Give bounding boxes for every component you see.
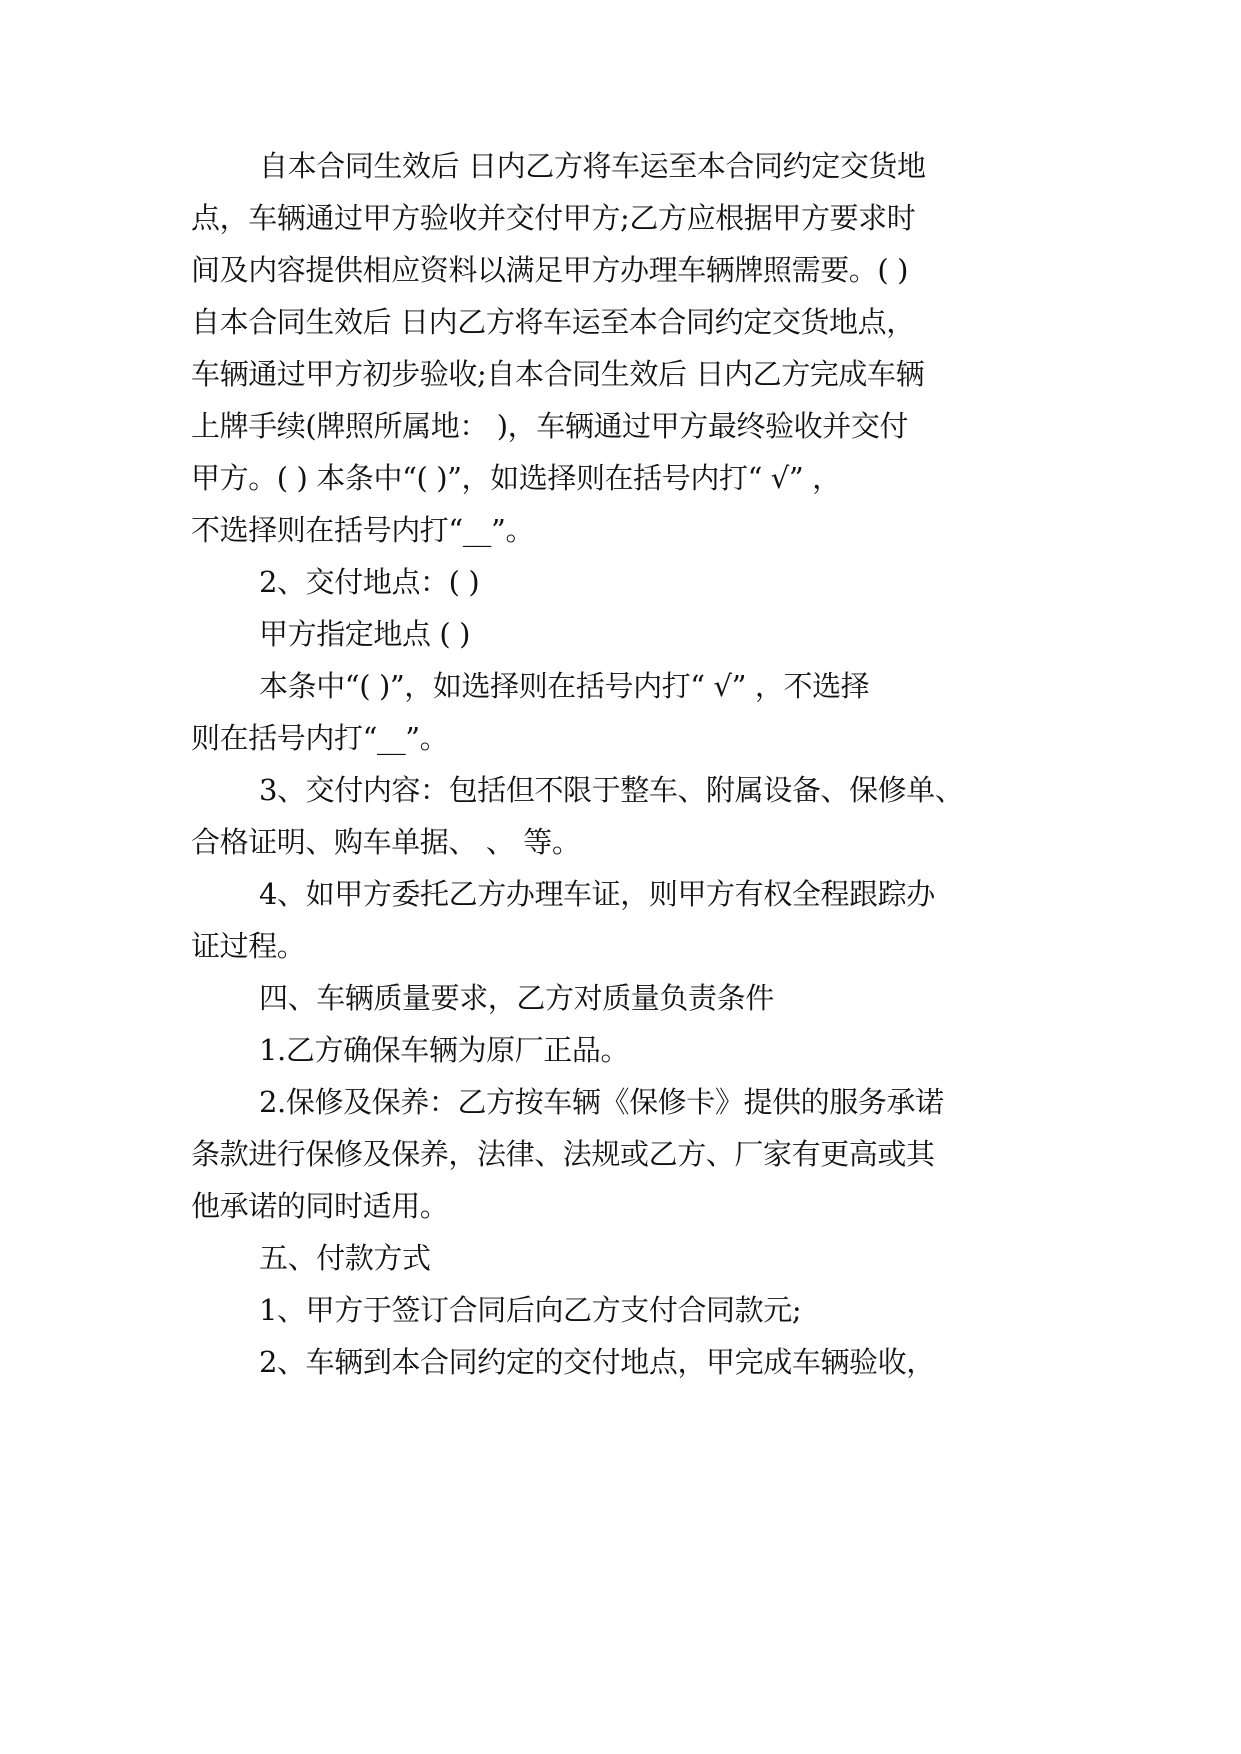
text-line: 4、如甲方委托乙方办理车证，则甲方有权全程跟踪办	[259, 877, 935, 911]
text-line: 甲方。( ) 本条中“( )”，如选择则在括号内打“ √” ，	[191, 461, 841, 495]
text-line: 上牌手续(牌照所属地： )，车辆通过甲方最终验收并交付	[191, 409, 909, 443]
text-line: 2、交付地点：( )	[259, 565, 480, 599]
text-line: 合格证明、购车单据、 、 等。	[191, 825, 581, 859]
text-line: 点，车辆通过甲方验收并交付甲方;乙方应根据甲方要求时	[191, 201, 916, 235]
text-line: 条款进行保修及保养，法律、法规或乙方、厂家有更高或其	[191, 1137, 935, 1171]
text-line: 自本合同生效后 日内乙方将车运至本合同约定交货地	[259, 149, 926, 183]
text-line: 甲方指定地点 ( )	[259, 617, 471, 651]
text-line: 1.乙方确保车辆为原厂正品。	[259, 1033, 630, 1067]
text-line: 则在括号内打“__”。	[191, 721, 449, 755]
text-line: 3、交付内容：包括但不限于整车、附属设备、保修单、	[259, 773, 964, 807]
text-line: 车辆通过甲方初步验收;自本合同生效后 日内乙方完成车辆	[191, 357, 925, 391]
text-line: 不选择则在括号内打“__”。	[191, 513, 535, 547]
text-line: 自本合同生效后 日内乙方将车运至本合同约定交货地点，	[191, 305, 915, 339]
text-line: 证过程。	[191, 929, 306, 963]
section-heading: 四、车辆质量要求，乙方对质量负责条件	[259, 981, 774, 1015]
text-line: 2、车辆到本合同约定的交付地点，甲完成车辆验收，	[259, 1345, 935, 1379]
text-line: 2.保修及保养：乙方按车辆《保修卡》提供的服务承诺	[259, 1085, 944, 1119]
text-line: 1、甲方于签订合同后向乙方支付合同款元;	[259, 1293, 802, 1327]
text-line: 他承诺的同时适用。	[191, 1189, 449, 1223]
text-line: 间及内容提供相应资料以满足甲方办理车辆牌照需要。( )	[191, 253, 909, 287]
text-line: 本条中“( )”，如选择则在括号内打“ √” ，不选择	[259, 669, 870, 703]
section-heading: 五、付款方式	[259, 1241, 431, 1275]
